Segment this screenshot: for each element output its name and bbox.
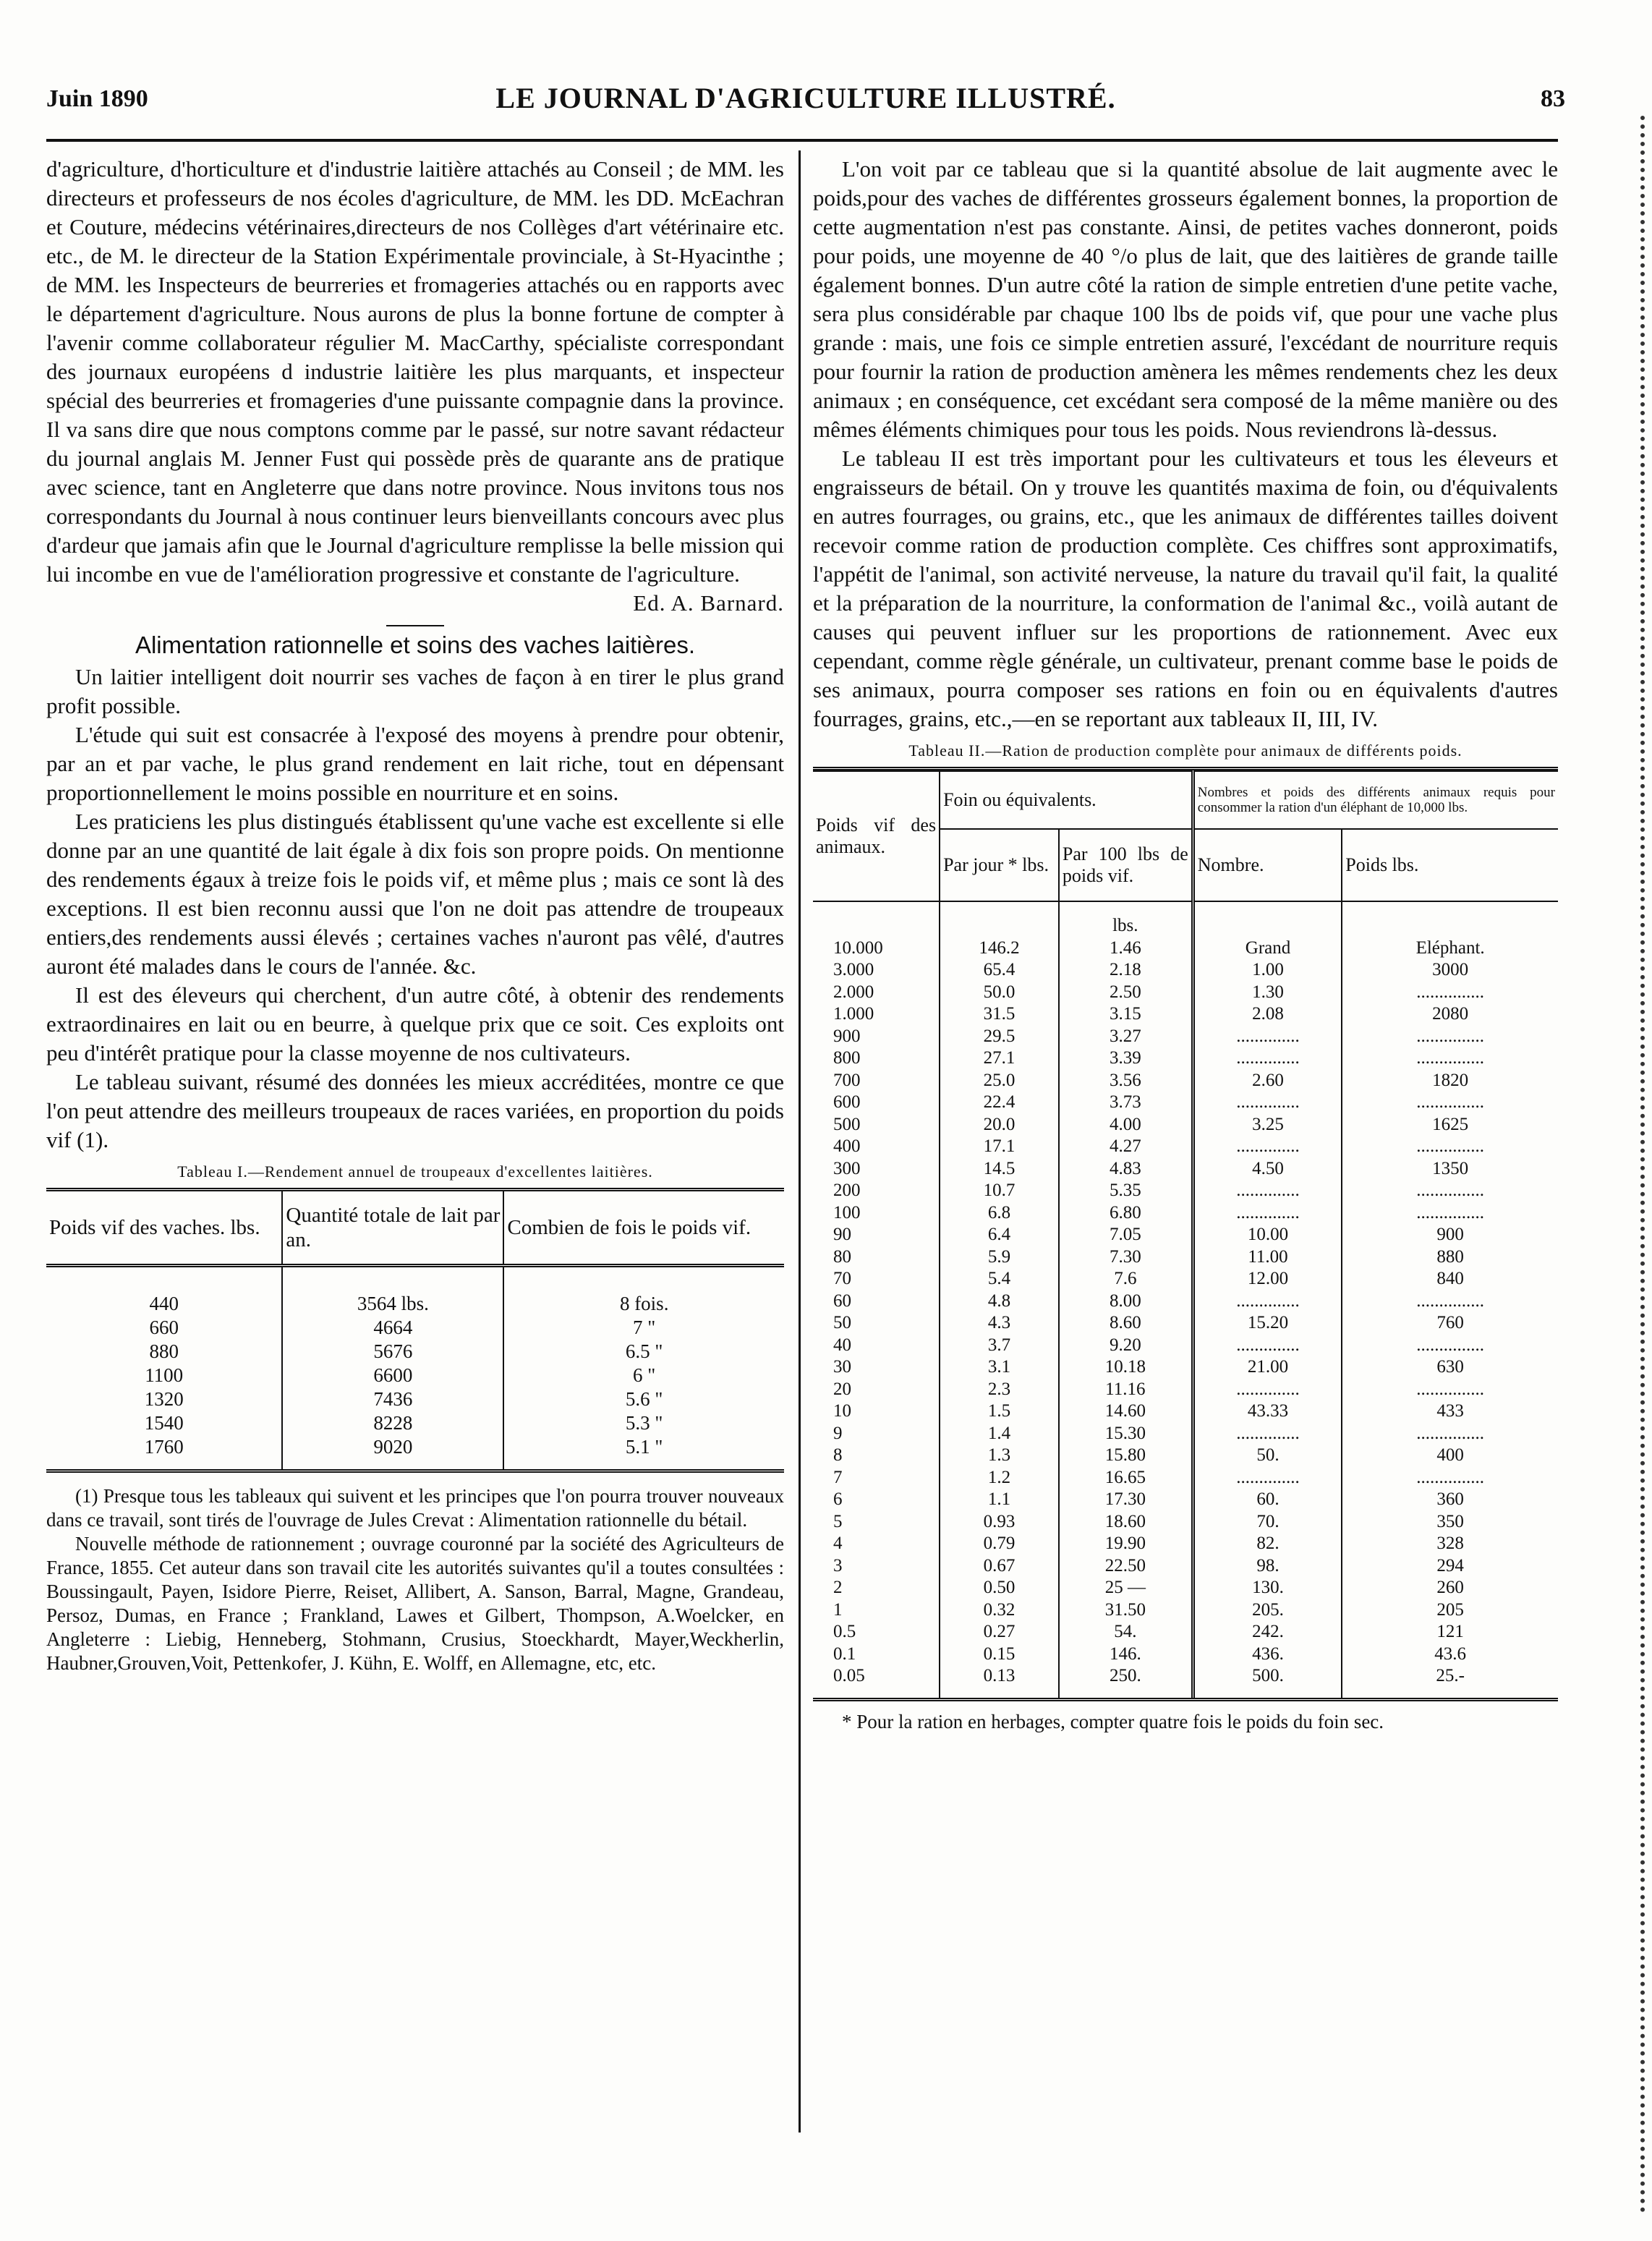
table2-header: Nombres et poids des différents animaux requis pour consommer la ration d'un éléphant de 10,000 lbs. — [1193, 771, 1558, 829]
table-cell: 880 — [46, 1340, 282, 1364]
table-cell: 10.7 — [940, 1180, 1059, 1202]
paragraph: L'étude qui suit est consacrée à l'exposé des moyens à prendre pour obtenir, par an et par vache, le plus grand rendement en lait riche, tout en dépensant proportionnellement le moins possible en nourriture et en soins. — [46, 722, 784, 805]
table-row — [46, 1435, 784, 1459]
table-cell: 630 — [1342, 1356, 1558, 1379]
table1-header: Combien de fois le poids vif. — [507, 1216, 752, 1239]
table-row — [46, 1387, 784, 1411]
table-cell: .............. — [1193, 1047, 1342, 1070]
table-row — [813, 1577, 1558, 1599]
footnote: * Pour la ration en herbages, compter quatre fois le poids du foin sec. — [842, 1710, 1384, 1732]
table-cell: 6 " — [633, 1364, 656, 1386]
table2-unit: lbs. — [1059, 915, 1193, 937]
table-cell: 8.60 — [1059, 1312, 1193, 1335]
table-row — [813, 1268, 1558, 1290]
header-date: Juin 1890 — [46, 85, 148, 112]
table-cell: 19.90 — [1059, 1533, 1193, 1555]
table-row — [813, 1136, 1558, 1158]
table2-header: Nombre. — [1193, 829, 1342, 901]
table-cell: 700 — [833, 1070, 861, 1090]
table-cell: .............. — [1193, 1379, 1342, 1401]
table2-bottom-rule — [813, 1698, 1558, 1701]
table-cell: 5.6 " — [625, 1388, 663, 1410]
table-cell: 25 — — [1059, 1577, 1193, 1599]
table-cell: 250. — [1059, 1665, 1193, 1688]
table-cell: 3.56 — [1059, 1070, 1193, 1092]
table-cell: 3.1 — [940, 1356, 1059, 1379]
table-cell: 7 — [833, 1467, 843, 1487]
table-cell: 0.1 — [833, 1643, 856, 1664]
page-number: 83 — [1541, 85, 1565, 112]
table-cell: 205 — [1342, 1599, 1558, 1622]
table-row — [813, 1665, 1558, 1688]
table-cell: 800 — [833, 1048, 861, 1068]
table-cell: 880 — [1342, 1246, 1558, 1269]
paragraph: Un laitier intelligent doit nourrir ses vaches de façon à en tirer le plus grand profit possible. — [46, 664, 784, 718]
table-cell: 10.00 — [1193, 1224, 1342, 1246]
table-row — [813, 982, 1558, 1004]
table-row — [813, 1290, 1558, 1313]
table-cell: .............. — [1193, 1335, 1342, 1357]
paragraph: d'agriculture, d'horticulture et d'industrie laitière attachés au Conseil ; de MM. les directeurs et professeurs de nos écoles d'agriculture, de MM. les DD. McEachran et Couture, médecins vétérinaires,directeurs de nos Collèges d'art vétérinaire etc. etc., de M. le directeur de la Station Expérimentale provinciale, à St-Hyacinthe ; de MM. les Inspecteurs de beurreries et fromageries attachés ou en rapports avec le département d'agriculture. Nous aurons de plus la bonne fortune de compter à l'avenir comme collaborateur régulier M. MacCarthy, spécialiste correspondant des journaux européens d industrie laitière les plus marquants, et inspecteur spécial des beurreries et fromageries d'une puissante compagnie dans la province. Il va sans dire que nous comptons comme par le passé, sur notre savant rédacteur du journal anglais M. Jenner Fust qui possède près de quarante ans de pratique avec science, tant en Angleterre que dans notre province. Nous invitons tous nos correspondants du Journal à nous continuer leurs bienveillants concours avec plus d'ardeur que jamais afin que le Journal d'agriculture remplisse la belle mission qui lui incombe en vue de l'amélioration progressive et constante de l'agriculture. — [46, 156, 784, 587]
table-cell: 3.000 — [833, 960, 874, 979]
table-cell: 43.33 — [1193, 1400, 1342, 1423]
table-row — [813, 1047, 1558, 1070]
table-row — [813, 1467, 1558, 1489]
table-cell: 1100 — [46, 1364, 282, 1387]
table-cell: 3.39 — [1059, 1047, 1193, 1070]
table-cell: 4.3 — [940, 1312, 1059, 1335]
table-cell: 0.13 — [940, 1665, 1059, 1688]
table-row — [813, 1335, 1558, 1357]
table-cell: 2.3 — [940, 1379, 1059, 1401]
table-cell: 130. — [1193, 1577, 1342, 1599]
table-cell: 25.- — [1342, 1665, 1558, 1688]
table-cell: 436. — [1193, 1643, 1342, 1666]
table-row — [813, 1533, 1558, 1555]
table-cell: 4.50 — [1193, 1158, 1342, 1181]
table-cell: 2.60 — [1193, 1070, 1342, 1092]
table-cell: 3.73 — [1059, 1092, 1193, 1114]
table-row — [813, 1445, 1558, 1467]
table-cell: 9020 — [282, 1435, 503, 1459]
table-cell: .............. — [1193, 1026, 1342, 1048]
table-cell: 65.4 — [940, 959, 1059, 982]
table-cell: 7.30 — [1059, 1246, 1193, 1269]
table-row — [813, 1400, 1558, 1423]
table-cell: 10 — [833, 1401, 851, 1421]
table-cell: 0.05 — [833, 1666, 865, 1685]
table-cell: 0.67 — [940, 1555, 1059, 1578]
table-cell: 6.80 — [1059, 1202, 1193, 1225]
table-row — [813, 1114, 1558, 1136]
table-cell: 1.46 — [1059, 937, 1193, 960]
table-cell: .............. — [1193, 1202, 1342, 1225]
table-cell: 11.16 — [1059, 1379, 1193, 1401]
table-cell: 25.0 — [940, 1070, 1059, 1092]
table-cell: 80 — [833, 1246, 851, 1267]
table-cell: 2.000 — [833, 982, 874, 1002]
table-row — [46, 1292, 784, 1316]
table-cell: 70 — [833, 1269, 851, 1288]
table-cell: 6.5 " — [625, 1340, 663, 1362]
table-cell: 2.18 — [1059, 959, 1193, 982]
separator — [386, 625, 444, 626]
table-cell: 70. — [1193, 1511, 1342, 1534]
paragraph: Le tableau II est très important pour les cultivateurs et tous les éleveurs et engraisseurs de bétail. On y trouve les quantités maxima de foin, ou d'équivalents en autres fourrages, ou grains, etc., que les animaux de différentes tailles doivent recevoir comme ration de production complète. Ces chiffres sont approximatifs, l'appétit de l'animal, son activité nerveuse, la nature du travail qu'il fait, la qualité et la préparation de la nourriture, la conformation de l'animal &c., voilà autant de causes qui peuvent influer sur les proportions de rationnement. Avec eux cependant, comme règle générale, un cultivateur, prenant comme base le poids de ses animaux, pourra composer ses rations en foin ou en équivalents d'autres fourrages, grains, etc.,—en se reportant aux tableaux II, III, IV. — [813, 446, 1558, 731]
table-cell: 3000 — [1342, 959, 1558, 982]
footnote: Nouvelle méthode de rationnement ; ouvrage couronné par la société des Agriculteurs de France, 1855. Cet auteur dans son travail cite les autorités suivantes qu'il a toutes consultées : Boussingault, Payen, Isidore Pierre, Reiset, Allibert, A. Sanson, Barral, Magne, Grandeau, Persoz, Dumas, en France ; Frankland, Lawes et Gilbert, Thompson, A.Woelcker, en Angleterre : Liebig, Henneberg, Stohmann, Crusius, Stoeckhardt, Mayer,Weckherlin, Haubner,Grouven,Voit, Pettenkofer, J. Kühn, E. Wolff, en Allemagne, etc, etc. — [46, 1533, 784, 1674]
table-row — [813, 1423, 1558, 1445]
table-cell: 12.00 — [1193, 1268, 1342, 1290]
table-row — [813, 937, 1558, 960]
table-cell: 98. — [1193, 1555, 1342, 1578]
running-header — [46, 81, 1565, 124]
table1 — [46, 1191, 784, 1469]
table-cell: 14.5 — [940, 1158, 1059, 1181]
table1-bottom-rule — [46, 1469, 784, 1473]
table-cell: 60 — [833, 1290, 851, 1311]
table-cell: 5.4 — [940, 1268, 1059, 1290]
paragraph: Le tableau suivant, résumé des données les mieux accréditées, montre ce que l'on peut attendre des meilleurs troupeaux de races variées, en proportion du poids vif (1). — [46, 1069, 784, 1152]
table-cell: 3564 lbs. — [282, 1292, 503, 1316]
table-cell: 4664 — [282, 1316, 503, 1340]
table-cell: 4.8 — [940, 1290, 1059, 1313]
table-cell: ............... — [1342, 1335, 1558, 1357]
table-cell: 5.1 " — [625, 1436, 663, 1458]
table-cell: 4 — [833, 1534, 843, 1553]
table-cell: 1 — [833, 1599, 843, 1620]
table-cell: 20 — [833, 1379, 851, 1399]
table1-caption: Tableau I.—Rendement annuel de troupeaux d'excellentes laitières. — [177, 1162, 653, 1181]
table-cell: 500 — [833, 1114, 861, 1134]
table-row — [813, 1026, 1558, 1048]
table-row — [813, 1202, 1558, 1225]
table-cell: 0.79 — [940, 1533, 1059, 1555]
table-cell: 31.5 — [940, 1003, 1059, 1026]
table-cell: 1.000 — [833, 1004, 874, 1024]
table-cell: 50.0 — [940, 982, 1059, 1004]
table-cell: 11.00 — [1193, 1246, 1342, 1269]
header-rule — [46, 139, 1558, 142]
table-row — [46, 1411, 784, 1435]
table-cell: ............... — [1342, 1423, 1558, 1445]
table-cell: 22.4 — [940, 1092, 1059, 1114]
table-row — [813, 1555, 1558, 1578]
table-cell: 294 — [1342, 1555, 1558, 1578]
table-cell: 100 — [833, 1202, 861, 1222]
table-cell: 0.50 — [940, 1577, 1059, 1599]
table-cell: 1760 — [46, 1435, 282, 1459]
table-cell: .............. — [1193, 1467, 1342, 1489]
table-row — [46, 1340, 784, 1364]
table-cell: 0.32 — [940, 1599, 1059, 1622]
table-row — [813, 1158, 1558, 1181]
table-cell: 2.08 — [1193, 1003, 1342, 1026]
table-cell: 6.4 — [940, 1224, 1059, 1246]
table-cell: 90 — [833, 1225, 851, 1244]
table-cell: .............. — [1193, 1423, 1342, 1445]
table-cell: 5676 — [282, 1340, 503, 1364]
table2 — [813, 770, 1558, 1698]
table-cell: 15.80 — [1059, 1445, 1193, 1467]
table-cell: 7436 — [282, 1387, 503, 1411]
table-cell: 2 — [833, 1578, 843, 1597]
table-cell: 400 — [833, 1136, 861, 1156]
table-row — [813, 1092, 1558, 1114]
table-cell: 3.7 — [940, 1335, 1059, 1357]
table-cell: 7.6 — [1059, 1268, 1193, 1290]
table-cell: 3 — [833, 1555, 843, 1575]
table-cell: .............. — [1193, 1092, 1342, 1114]
table-cell: 1320 — [46, 1387, 282, 1411]
table-cell: 17.1 — [940, 1136, 1059, 1158]
signature: Ed. A. Barnard. — [633, 590, 784, 616]
table-cell: 6600 — [282, 1364, 503, 1387]
table-cell: 50. — [1193, 1445, 1342, 1467]
table-row — [813, 1379, 1558, 1401]
table-cell: 6 — [833, 1489, 843, 1509]
table-row — [813, 1224, 1558, 1246]
table2-header: Par jour * lbs. — [940, 829, 1059, 901]
table-cell: 260 — [1342, 1577, 1558, 1599]
table-cell: ............... — [1342, 1026, 1558, 1048]
table-cell: 300 — [833, 1158, 861, 1178]
table-cell: ............... — [1342, 1290, 1558, 1313]
table-row — [813, 1511, 1558, 1534]
table2-caption: Tableau II.—Ration de production complète pour animaux de différents poids. — [908, 741, 1462, 760]
table1-header: Quantité totale de lait par an. — [282, 1191, 503, 1266]
table-cell: 3.27 — [1059, 1026, 1193, 1048]
table-cell: 9.20 — [1059, 1335, 1193, 1357]
table-cell: ............... — [1342, 1379, 1558, 1401]
table-cell: 22.50 — [1059, 1555, 1193, 1578]
table-cell: 14.60 — [1059, 1400, 1193, 1423]
table-cell: 15.20 — [1193, 1312, 1342, 1335]
table-cell: 0.93 — [940, 1511, 1059, 1534]
table-cell: 660 — [46, 1316, 282, 1340]
table-row — [813, 1246, 1558, 1269]
table1-header: Poids vif des vaches. lbs. — [46, 1191, 282, 1266]
table-cell: 440 — [46, 1292, 282, 1316]
right-column — [813, 155, 1558, 1734]
table-cell: 5.35 — [1059, 1180, 1193, 1202]
table-cell: 205. — [1193, 1599, 1342, 1622]
table-cell: 1540 — [46, 1411, 282, 1435]
table-cell: 16.65 — [1059, 1467, 1193, 1489]
table-row — [813, 1312, 1558, 1335]
column-divider — [799, 150, 801, 2132]
table-row — [813, 959, 1558, 982]
table-cell: 30 — [833, 1357, 851, 1377]
table-cell: 82. — [1193, 1533, 1342, 1555]
table-cell: ............... — [1342, 1047, 1558, 1070]
table-cell: 1350 — [1342, 1158, 1558, 1181]
table-cell: 5.3 " — [625, 1412, 663, 1434]
table-cell: 3.15 — [1059, 1003, 1193, 1026]
table-cell: 1.1 — [940, 1489, 1059, 1511]
table-cell: 760 — [1342, 1312, 1558, 1335]
table-cell: 9 — [833, 1423, 843, 1443]
journal-title: LE JOURNAL D'AGRICULTURE ILLUSTRÉ. — [495, 82, 1116, 114]
table-cell: 31.50 — [1059, 1599, 1193, 1622]
table-row — [813, 1356, 1558, 1379]
table-cell: 50 — [833, 1313, 851, 1332]
table-row — [46, 1316, 784, 1340]
table-cell: Eléphant. — [1342, 937, 1558, 960]
table-cell: 2.50 — [1059, 982, 1193, 1004]
table-cell: 146. — [1059, 1643, 1193, 1666]
table-row — [813, 1070, 1558, 1092]
table-cell: 400 — [1342, 1445, 1558, 1467]
table-cell: 900 — [1342, 1224, 1558, 1246]
table-cell: 121 — [1342, 1621, 1558, 1643]
table-cell: 4.83 — [1059, 1158, 1193, 1181]
table-cell: 242. — [1193, 1621, 1342, 1643]
table-cell: 840 — [1342, 1268, 1558, 1290]
table-row — [813, 1180, 1558, 1202]
table-cell: 0.27 — [940, 1621, 1059, 1643]
table-cell: .............. — [1193, 1290, 1342, 1313]
table-cell: 1.00 — [1193, 959, 1342, 982]
table-cell: 60. — [1193, 1489, 1342, 1511]
table-cell: 0.15 — [940, 1643, 1059, 1666]
table-row — [46, 1364, 784, 1387]
table-cell: Grand — [1193, 937, 1342, 960]
table-cell: 54. — [1059, 1621, 1193, 1643]
table2-header: Poids lbs. — [1342, 829, 1558, 901]
table-cell: 20.0 — [940, 1114, 1059, 1136]
table-row — [813, 1643, 1558, 1666]
table-row — [813, 1621, 1558, 1643]
table2-header: Foin ou équivalents. — [940, 771, 1193, 829]
table-cell: 7 " — [633, 1317, 656, 1338]
table-cell: 328 — [1342, 1533, 1558, 1555]
table-cell: 8 fois. — [619, 1293, 669, 1314]
table-cell: 5.9 — [940, 1246, 1059, 1269]
table-cell: 8.00 — [1059, 1290, 1193, 1313]
table-cell: 8 — [833, 1445, 843, 1465]
table-row — [813, 1003, 1558, 1026]
table-cell: 200 — [833, 1181, 861, 1200]
table-cell: 18.60 — [1059, 1511, 1193, 1534]
table-cell: ............... — [1342, 1467, 1558, 1489]
article-title: Alimentation rationnelle et soins des vaches laitières. — [135, 632, 696, 658]
table-cell: .............. — [1193, 1180, 1342, 1202]
table-cell: ............... — [1342, 982, 1558, 1004]
table-row — [813, 1599, 1558, 1622]
table-cell: 21.00 — [1193, 1356, 1342, 1379]
table-cell: 29.5 — [940, 1026, 1059, 1048]
table-cell: 10.18 — [1059, 1356, 1193, 1379]
table-cell: 27.1 — [940, 1047, 1059, 1070]
binding-edge — [1640, 116, 1652, 2214]
table-cell: 10.000 — [833, 937, 883, 958]
table-cell: 1.30 — [1193, 982, 1342, 1004]
left-column — [46, 155, 784, 1675]
table-cell: 2080 — [1342, 1003, 1558, 1026]
table-cell: 1625 — [1342, 1114, 1558, 1136]
paragraph: L'on voit par ce tableau que si la quantité absolue de lait augmente avec le poids,pour des vaches de différentes grosseurs également bonnes, la proportion de cette augmentation n'est pas constante. Ainsi, de petites vaches donneront, poids pour poids, une moyenne de 40 °/o plus de lait, que des laitières de grande taille également bonnes. D'un autre côté la ration de simple entretien d'une petite vache, sera plus considérable par chaque 100 lbs de poids vif, que pour une vache plus grande : mais, une fois ce simple entretien assuré, l'excédant de nourriture requis pour fournir la ration de production amènera les mêmes rendements chez les deux animaux ; en conséquence, cet excédant sera composé de la même manière ou des mêmes éléments chimiques pour tous les poids. Nous reviendrons là-dessus. — [813, 156, 1558, 442]
table-cell: 4.27 — [1059, 1136, 1193, 1158]
table-cell: 1820 — [1342, 1070, 1558, 1092]
table-cell: 1.2 — [940, 1467, 1059, 1489]
table-cell: 15.30 — [1059, 1423, 1193, 1445]
table2-header: Poids vif des animaux. — [813, 771, 940, 901]
table-cell: 0.5 — [833, 1622, 856, 1641]
table-cell: .............. — [1193, 1136, 1342, 1158]
table-cell: 600 — [833, 1092, 861, 1112]
table-cell: 900 — [833, 1026, 861, 1046]
table-cell: 6.8 — [940, 1202, 1059, 1225]
table-cell: ............... — [1342, 1202, 1558, 1225]
table-cell: 8228 — [282, 1411, 503, 1435]
table-cell: 4.00 — [1059, 1114, 1193, 1136]
table-cell: 500. — [1193, 1665, 1342, 1688]
table-cell: 433 — [1342, 1400, 1558, 1423]
table-cell: 7.05 — [1059, 1224, 1193, 1246]
table-cell: ............... — [1342, 1092, 1558, 1114]
table-cell: 5 — [833, 1511, 843, 1531]
table-cell: 1.3 — [940, 1445, 1059, 1467]
table-cell: ............... — [1342, 1180, 1558, 1202]
table-cell: 17.30 — [1059, 1489, 1193, 1511]
footnote: (1) Presque tous les tableaux qui suivent et les principes que l'on pourra trouver nouveaux dans ce travail, sont tirés de l'ouvrage de Jules Crevat : Alimentation rationnelle du bétail. — [46, 1485, 784, 1531]
paragraph: Il est des éleveurs qui cherchent, d'un autre côté, à obtenir des rendements extraordinaires en lait ou en beurre, à quelque prix que ce soit. Ces exploits ont peu d'intérêt pratique pour la classe moyenne de nos cultivateurs. — [46, 982, 784, 1066]
table-cell: 146.2 — [940, 937, 1059, 960]
table-cell: 360 — [1342, 1489, 1558, 1511]
table-cell: 40 — [833, 1335, 851, 1355]
table-cell: 1.4 — [940, 1423, 1059, 1445]
table-row — [813, 1489, 1558, 1511]
table2-header: Par 100 lbs de poids vif. — [1059, 829, 1193, 901]
table-cell: ............... — [1342, 1136, 1558, 1158]
table-cell: 43.6 — [1342, 1643, 1558, 1666]
table-cell: 3.25 — [1193, 1114, 1342, 1136]
table-cell: 1.5 — [940, 1400, 1059, 1423]
paragraph: Les praticiens les plus distingués établissent qu'une vache est excellente si elle donne par an une quantité de lait égale à dix fois son propre poids. On mentionne des rendements égaux à treize fois le poids vif, et même plus ; mais ce sont là des exceptions. Il est bien reconnu aussi que l'on ne doit pas attendre de troupeaux entiers,des rendements aussi élevés ; certaines vaches n'auront pas vêlé, d'autres auront été malades dans le cours de l'année. &c. — [46, 809, 784, 979]
table-cell: 350 — [1342, 1511, 1558, 1534]
